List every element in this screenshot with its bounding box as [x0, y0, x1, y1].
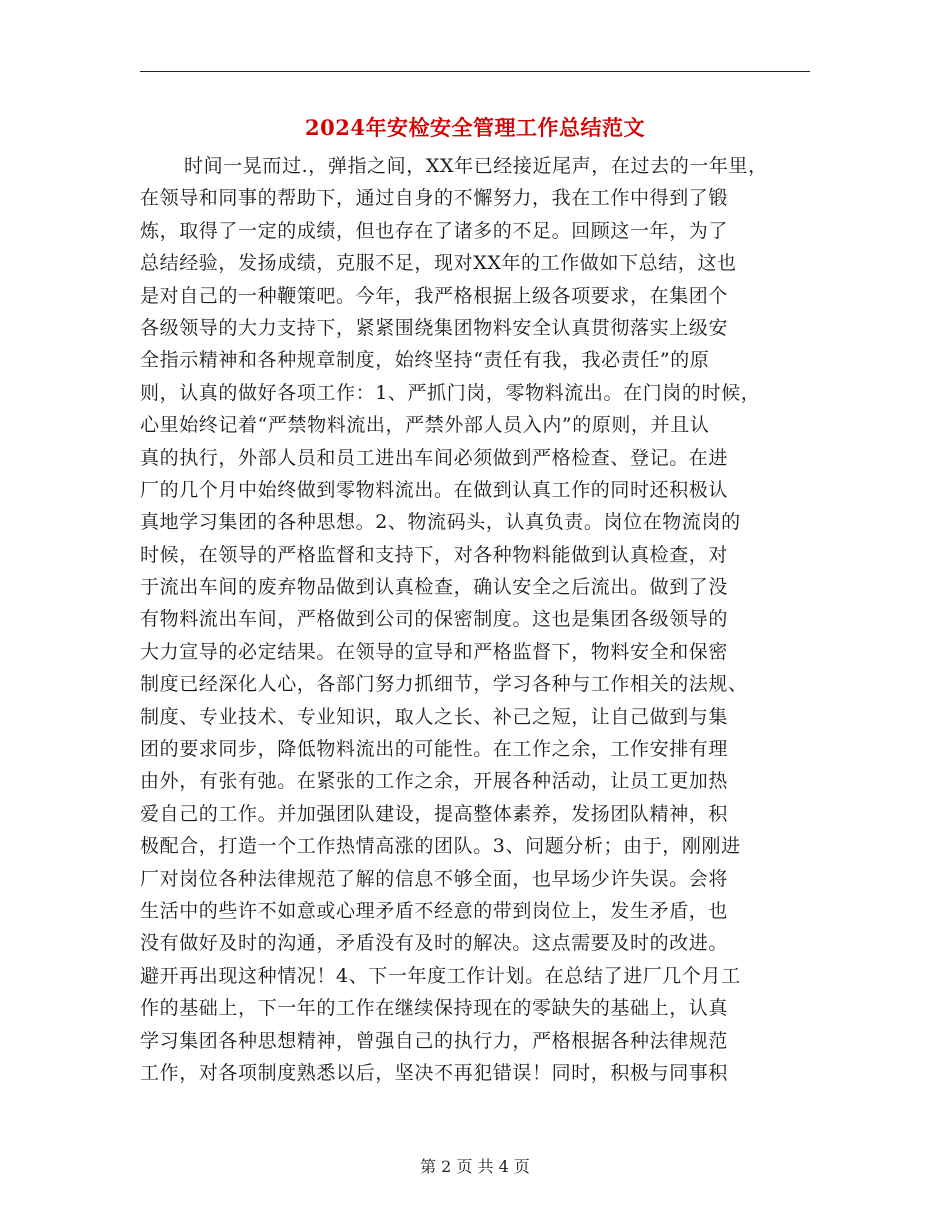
- body-line: 各级领导的大力支持下，紧紧围绕集团物料安全认真贯彻落实上级安: [140, 316, 729, 339]
- body-line: 工作，对各项制度熟悉以后，坚决不再犯错误！同时，积极与同事积: [140, 1061, 729, 1084]
- body-line: 于流出车间的废弃物品做到认真检查，确认安全之后流出。做到了没: [140, 576, 729, 599]
- body-line: 制度已经深化人心，各部门努力抓细节，学习各种与工作相关的法规、: [140, 673, 748, 696]
- body-line: 在领导和同事的帮助下，通过自身的不懈努力，我在工作中得到了锻: [140, 187, 729, 210]
- body-line: 极配合，打造一个工作热情高涨的团队。3、问题分析；由于，刚刚进: [140, 835, 741, 858]
- body-line: 厂对岗位各种法律规范了解的信息不够全面，也早场少许失误。会将: [140, 867, 729, 890]
- body-line: 是对自己的一种鞭策吧。今年，我严格根据上级各项要求，在集团个: [140, 284, 729, 307]
- body-line: 爱自己的工作。并加强团队建设，提高整体素养，发扬团队精神，积: [140, 802, 729, 825]
- body-line: 避开再出现这种情况！4、下一年度工作计划。在总结了进厂几个月工: [140, 964, 741, 987]
- body-line: 生活中的些许不如意或心理矛盾不经意的带到岗位上，发生矛盾，也: [140, 899, 729, 922]
- page-number-footer: 第 2 页 共 4 页: [420, 1157, 530, 1176]
- body-line: 则，认真的做好各项工作：1、严抓门岗，零物料流出。在门岗的时候，: [140, 381, 761, 404]
- body-line: 团的要求同步，降低物料流出的可能性。在工作之余，工作安排有理: [140, 738, 729, 761]
- body-line: 有物料流出车间，严格做到公司的保密制度。这也是集团各级领导的: [140, 608, 729, 631]
- body-line: 由外，有张有弛。在紧张的工作之余，开展各种活动，让员工更加热: [140, 770, 729, 793]
- body-line: 全指示精神和各种规章制度，始终坚持“责任有我，我必责任”的原: [140, 349, 710, 372]
- body-line: 时间一晃而过.，弹指之间，XX年已经接近尾声，在过去的一年里，: [184, 155, 768, 177]
- body-line: 作的基础上，下一年的工作在继续保持现在的零缺失的基础上，认真: [140, 997, 729, 1020]
- body-line: 大力宣导的必定结果。在领导的宣导和严格监督下，物料安全和保密: [140, 640, 729, 663]
- document-body: [140, 150, 820, 1089]
- body-line: 制度、专业技术、专业知识，取人之长、补己之短，让自己做到与集: [140, 705, 729, 728]
- body-line: 心里始终记着“严禁物料流出，严禁外部人员入内”的原则，并且认: [140, 414, 710, 437]
- body-line: 炼，取得了一定的成绩，但也存在了诸多的不足。回顾这一年，为了: [140, 219, 729, 242]
- body-line: 学习集团各种思想精神，曾强自己的执行力，严格根据各种法律规范: [140, 1029, 729, 1052]
- body-line: 厂的几个月中始终做到零物料流出。在做到认真工作的同时还积极认: [140, 478, 729, 501]
- body-line: 时候，在领导的严格监督和支持下，对各种物料能做到认真检查，对: [140, 543, 729, 566]
- document-title: 2024年安检安全管理工作总结范文: [305, 115, 645, 140]
- body-line: 没有做好及时的沟通，矛盾没有及时的解决。这点需要及时的改进。: [140, 932, 729, 955]
- header-rule: [140, 71, 810, 72]
- body-line: 总结经验，发扬成绩，克服不足，现对XX年的工作做如下总结，这也: [140, 252, 737, 275]
- body-line: 真地学习集团的各种思想。2、物流码头，认真负责。岗位在物流岗的: [140, 511, 741, 534]
- body-line: 真的执行，外部人员和员工进出车间必须做到严格检查、登记。在进: [140, 446, 729, 469]
